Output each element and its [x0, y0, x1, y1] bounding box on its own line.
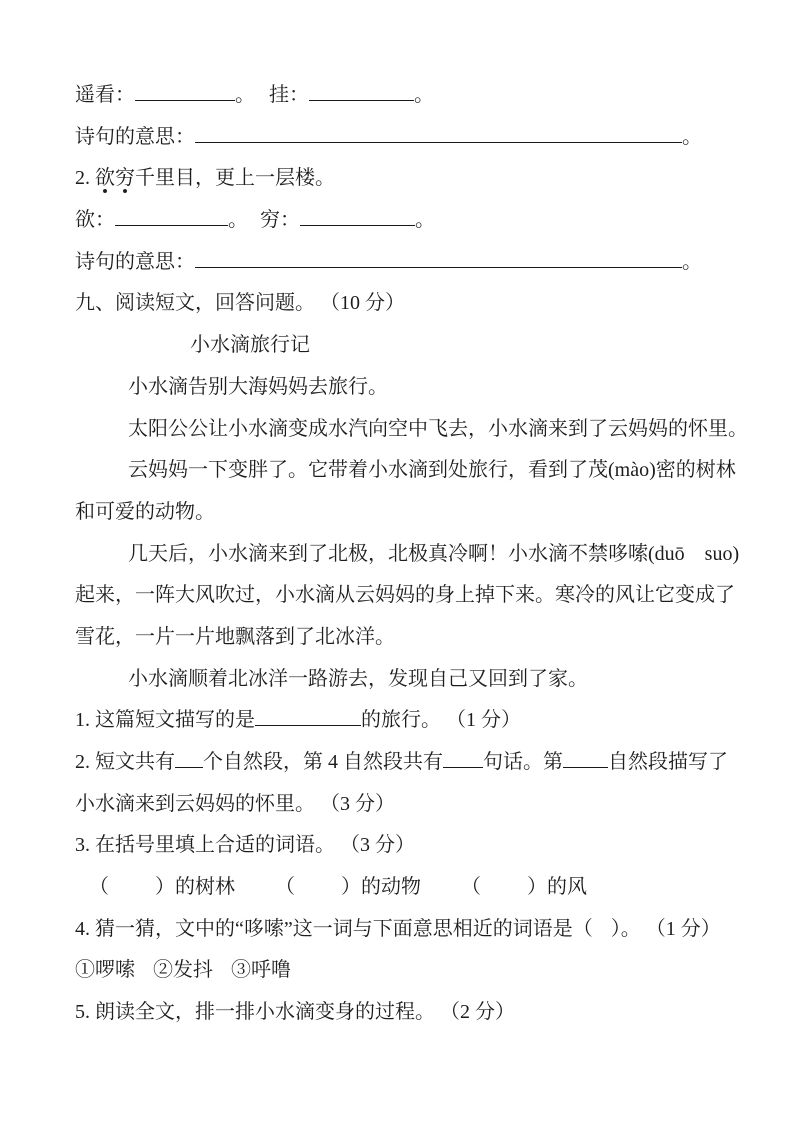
passage-line [75, 575, 770, 617]
question-text: 2. 短文共有 [75, 751, 175, 773]
passage-text: 云妈妈一下变胖了。它带着小水滴到处旅行，看到了茂(mào)密的树林 [128, 459, 736, 482]
question-1 [75, 700, 770, 742]
question-text: 的旅行。 （1 分） [361, 709, 521, 732]
spacer [213, 974, 231, 976]
fill-in-blank [300, 210, 415, 226]
option-2: ②发抖 [153, 959, 213, 982]
question-5 [75, 992, 770, 1034]
paren-open: （ [461, 876, 481, 899]
word1-label: 欲： [75, 209, 115, 232]
bracket-blank [481, 891, 527, 893]
poem-text: 千里目，更上一层楼。 [135, 167, 335, 190]
period-mark: 。 [415, 209, 435, 232]
fill-in-blank [443, 752, 483, 768]
passage-line [75, 534, 770, 576]
fill-in-blank [195, 252, 682, 268]
passage-text: 雪花，一片一片地飘落到了北冰洋。 [75, 625, 395, 648]
word2-label: 穷： [260, 209, 300, 232]
spacer [421, 891, 461, 893]
question-text: 1. 这篇短文描写的是 [75, 709, 255, 732]
question-text: 句话。第 [483, 751, 563, 773]
passage-text: 起来，一阵大风吹过，小水滴从云妈妈的身上掉下来。寒冷的风让它变成了 [75, 584, 735, 607]
item-number: 2. [75, 167, 95, 190]
passage-line [75, 367, 770, 409]
meaning-label: 诗句的意思： [75, 125, 195, 148]
word1-label: 遥看： [75, 84, 135, 106]
line-q1-word-blanks [75, 75, 770, 117]
question-text: ）。 （1 分） [610, 917, 721, 940]
bracket-item-text: ）的风 [527, 876, 587, 899]
fill-in-blank [115, 210, 228, 226]
passage-text: 太阳公公让小水滴变成水汽向空中飞去，小水滴来到了云妈妈的怀里。 [128, 417, 748, 440]
line-q2-poem [75, 158, 770, 200]
question-2-continued [75, 784, 770, 826]
question-text: 自然段描写了 [608, 751, 728, 773]
bracket-blank [109, 891, 155, 893]
section-heading [75, 283, 770, 325]
question-3 [75, 825, 770, 867]
question-text: 3. 在括号里填上合适的词语。 （3 分） [75, 834, 415, 857]
option-1: ①啰嗦 [75, 959, 135, 982]
spacer [255, 99, 269, 101]
paren-open: （ [89, 876, 109, 899]
period-mark: 。 [414, 84, 434, 106]
fill-in-blank [563, 752, 608, 768]
section-heading-text: 九、阅读短文，回答问题。 （10 分） [75, 292, 405, 315]
question-text: 5. 朗读全文，排一排小水滴变身的过程。 （2 分） [75, 1001, 515, 1024]
line-q2-meaning [75, 242, 770, 284]
passage-title-text: 小水滴旅行记 [190, 334, 310, 357]
spacer [235, 891, 275, 893]
fill-in-blank [135, 85, 235, 101]
passage-line [75, 492, 770, 534]
question-text: 小水滴来到云妈妈的怀里。 （3 分） [75, 792, 395, 815]
spacer [248, 224, 260, 226]
fill-in-blank [175, 752, 203, 768]
fill-in-blank [309, 85, 414, 101]
question-4 [75, 909, 770, 951]
passage-text: 小水滴顺着北冰洋一路游去，发现自己又回到了家。 [128, 667, 588, 690]
passage-line [75, 409, 770, 451]
question-2 [75, 742, 770, 784]
period-mark: 。 [228, 209, 248, 232]
question-text: 个自然段，第 4 自然段共有 [203, 751, 443, 773]
emphasized-characters: 欲穷 [95, 167, 135, 194]
fill-in-blank [255, 710, 361, 726]
bracket-item-text: ）的动物 [341, 876, 421, 899]
word2-label: 挂： [269, 84, 309, 106]
document-body [75, 75, 770, 1034]
passage-text: 和可爱的动物。 [75, 500, 215, 523]
bracket-blank [295, 891, 341, 893]
line-q1-meaning [75, 117, 770, 159]
question-4-options [75, 950, 770, 992]
question-text: 4. 猜一猜，文中的“哆嗦”这一词与下面意思相近的词语是（ [75, 917, 593, 940]
meaning-label: 诗句的意思： [75, 250, 195, 273]
period-mark: 。 [682, 250, 702, 273]
passage-line [75, 450, 770, 492]
passage-line [75, 617, 770, 659]
passage-text: 几天后，小水滴来到了北极，北极真冷啊！小水滴不禁哆嗦(duō suo) [128, 542, 740, 565]
line-q2-word-blanks [75, 200, 770, 242]
paren-open: （ [275, 876, 295, 899]
spacer [135, 974, 153, 976]
period-mark: 。 [682, 125, 702, 148]
passage-text: 小水滴告别大海妈妈去旅行。 [128, 375, 388, 398]
period-mark: 。 [235, 84, 255, 106]
passage-line [75, 659, 770, 701]
option-3: ③呼噜 [231, 959, 291, 982]
fill-in-blank [195, 127, 682, 143]
bracket-item-text: ）的树林 [155, 876, 235, 899]
passage-title [75, 325, 770, 367]
question-3-brackets [75, 867, 770, 909]
answer-blank [593, 933, 611, 935]
